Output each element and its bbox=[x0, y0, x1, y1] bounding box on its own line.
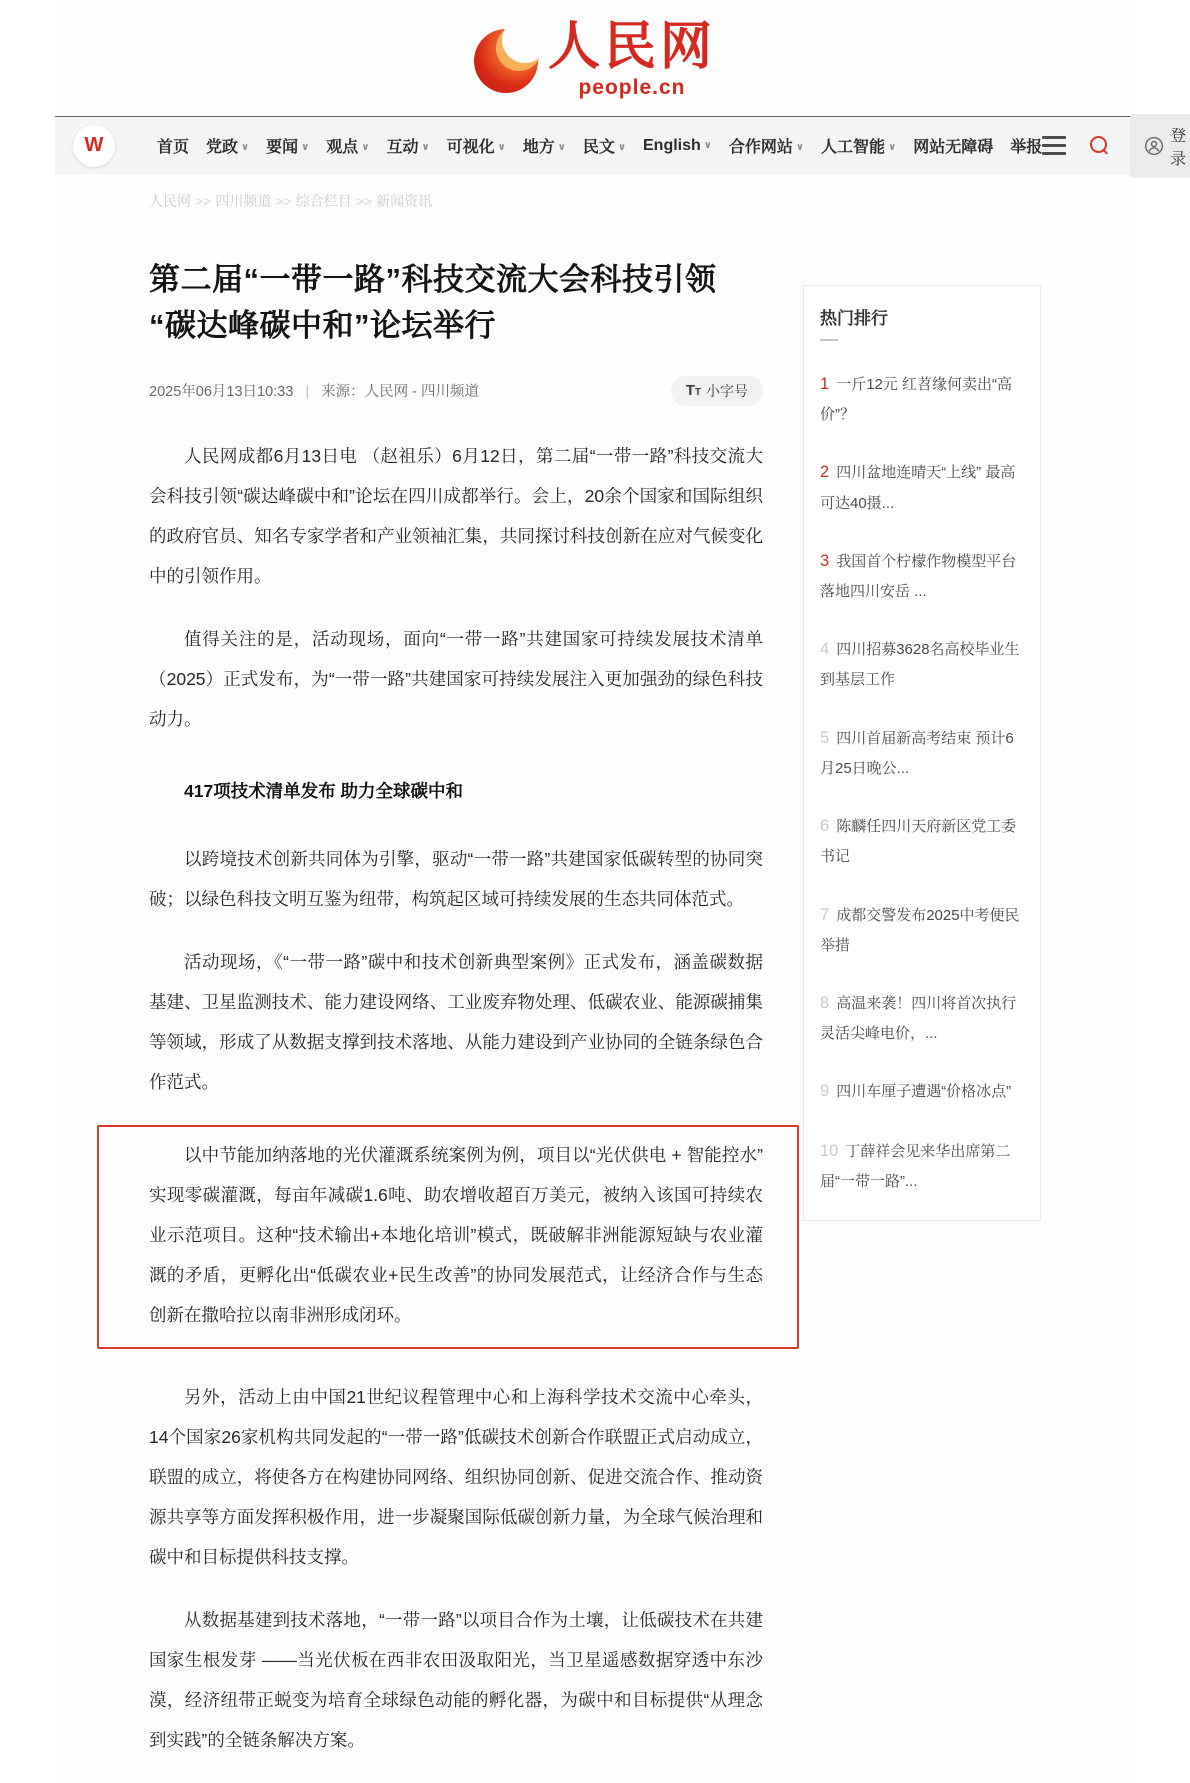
source-label: 来源： bbox=[321, 384, 365, 401]
article-meta bbox=[149, 376, 763, 406]
hot-item-title: 四川招募3628名高校毕业生到基层工作 bbox=[820, 641, 1020, 689]
rank-number: 5 bbox=[820, 728, 830, 747]
source-link[interactable]: 人民网 - 四川频道 bbox=[364, 384, 480, 401]
rank-number: 7 bbox=[820, 905, 830, 924]
nav-item-举报[interactable]: 举报 bbox=[1010, 139, 1043, 156]
breadcrumb-separator: >> bbox=[355, 193, 373, 209]
article-column bbox=[149, 211, 763, 1783]
font-size-label: 小字号 bbox=[706, 382, 748, 399]
logo-text-cn: 人民网 bbox=[547, 19, 716, 76]
nav-item-网站无障碍[interactable]: 网站无障碍 bbox=[913, 139, 994, 156]
article-body bbox=[149, 436, 763, 1760]
chevron-down-icon: ∨ bbox=[617, 142, 626, 153]
login-label: 登录 bbox=[1170, 127, 1187, 168]
hot-item-title: 丁薛祥会见来华出席第二届“一带一路”... bbox=[820, 1142, 1011, 1190]
article-date: 2025年06月13日10:33 bbox=[149, 384, 294, 401]
hamburger-menu-icon[interactable] bbox=[1042, 136, 1066, 155]
rank-number: 4 bbox=[820, 640, 830, 659]
hot-item-title: 成都交警发布2025中考便民举措 bbox=[820, 906, 1020, 954]
nav-item-要闻[interactable]: 要闻 ∨ bbox=[266, 139, 310, 156]
breadcrumb-link[interactable]: 综合栏目 bbox=[295, 193, 352, 209]
breadcrumb-link[interactable]: 新闻资讯 bbox=[376, 193, 433, 209]
search-icon[interactable] bbox=[1090, 136, 1106, 156]
article-paragraph: 以跨境技术创新共同体为引擎，驱动“一带一路”共建国家低碳转型的协同突破；以绿色科技文明互鉴为纽带，构筑起区域可持续发展的生态共同体范式。 bbox=[149, 848, 763, 909]
nav-item-English[interactable]: English ∨ bbox=[643, 136, 712, 154]
hot-ranking-title: 热门排行 bbox=[820, 309, 888, 328]
article-paragraph: 人民网成都6月13日电 （赵祖乐）6月12日，第二届“一带一路”科技交流大会科技引领“碳达峰碳中和”论坛在四川成都举行。会上，20余个国家和国际组织的政府官员、知名专家学者和产业领袖汇集，共同探讨科技创新在应对气候变化中的引领作用。 bbox=[149, 445, 763, 586]
nav-item-首页[interactable]: 首页 bbox=[157, 139, 190, 156]
article-subheading: 417项技术清单发布 助力全球碳中和 bbox=[184, 780, 464, 801]
hot-ranking-panel bbox=[803, 285, 1041, 1221]
article-paragraph: 活动现场，《“一带一路”碳中和技术创新典型案例》正式发布，涵盖碳数据基建、卫星监测技术、能力建设网络、工业废弃物处理、低碳农业、能源碳捕集等领域，形成了从数据支撑到技术落地、从能力建设到产业协同的全链条绿色合作范式。 bbox=[149, 951, 763, 1092]
breadcrumb-separator: >> bbox=[275, 193, 292, 209]
hot-item-title: 四川盆地连晴天“上线” 最高可达40摄... bbox=[820, 464, 1016, 512]
hot-list-item[interactable] bbox=[820, 810, 1024, 871]
hot-item-title: 我国首个柠檬作物模型平台落地四川安岳 ... bbox=[820, 552, 1017, 601]
breadcrumb bbox=[149, 191, 1041, 211]
article-paragraph: 以中节能加纳落地的光伏灌溉系统案例为例，项目以“光伏供电 + 智能控水”实现零碳灌溉，每亩年减碳1.6吨、助农增收超百万美元，被纳入该国可持续农业示范项目。这种“技术输出+本地化培训”模式，既破解非洲能源短缺与农业灌溉的矛盾，更孵化出“低碳农业+民生改善”的协同发展范式，让经济合作与生态创新在撒哈拉以南非洲形成闭环。 bbox=[149, 1144, 763, 1325]
hot-list-item[interactable] bbox=[820, 899, 1024, 960]
chevron-down-icon: ∨ bbox=[497, 142, 506, 153]
chevron-down-icon: ∨ bbox=[703, 139, 712, 151]
highlight-box bbox=[97, 1125, 799, 1349]
nav-item-观点[interactable]: 观点 ∨ bbox=[326, 139, 370, 156]
rank-number: 6 bbox=[820, 817, 830, 836]
rank-number: 8 bbox=[820, 993, 830, 1012]
rank-number: 10 bbox=[820, 1141, 839, 1160]
article-paragraph: 另外，活动上由中国21世纪议程管理中心和上海科学技术交流中心牵头，14个国家26家机构共同发起的“一带一路”低碳技术创新合作联盟正式启动成立，联盟的成立，将使各方在构建协同网络、组织协同创新、促进交流合作、推动资源共享等方面发挥积极作用，进一步凝聚国际低碳创新力量，为全球气候治理和碳中和目标提供科技支撑。 bbox=[149, 1386, 763, 1567]
logo-text-en: people.cn bbox=[578, 76, 686, 99]
hot-item-title: 高温来袭！四川将首次执行灵活尖峰电价，... bbox=[820, 994, 1017, 1043]
font-size-button[interactable] bbox=[671, 376, 763, 406]
breadcrumb-link[interactable]: 四川频道 bbox=[215, 193, 272, 209]
font-size-icon: TT bbox=[685, 382, 701, 400]
nav-item-地方[interactable]: 地方 ∨ bbox=[522, 139, 566, 156]
hot-item-title: 陈麟任四川天府新区党工委书记 bbox=[820, 818, 1017, 866]
nav-item-互动[interactable]: 互动 ∨ bbox=[386, 139, 430, 156]
rank-number: 2 bbox=[820, 463, 830, 482]
hot-list-item[interactable] bbox=[820, 633, 1024, 694]
article-title: 第二届“一带一路”科技交流大会科技引领“碳达峰碳中和”论坛举行 bbox=[149, 262, 717, 343]
article-paragraph: 从数据基建到技术落地，“一带一路”以项目合作为土壤，让低碳技术在共建国家生根发芽 ——当光伏板在西非农田汲取阳光，当卫星遥感数据穿透中东沙漠，经济纽带正蜕变为培育全球绿色动能的孵化器，为碳中和目标提供“从理念到实践”的全链条解决方案。 bbox=[149, 1609, 763, 1750]
top-navbar bbox=[55, 116, 1187, 174]
login-button[interactable] bbox=[1130, 114, 1190, 178]
hot-list-item[interactable] bbox=[820, 1135, 1024, 1196]
user-icon bbox=[1144, 136, 1164, 156]
meta-separator: | bbox=[305, 384, 310, 401]
chevron-down-icon: ∨ bbox=[361, 142, 370, 153]
hot-list-item[interactable] bbox=[820, 722, 1024, 783]
nav-item-民文[interactable]: 民文 ∨ bbox=[582, 139, 626, 156]
article-paragraph: 值得关注的是，活动现场，面向“一带一路”共建国家可持续发展技术清单（2025）正式发布，为“一带一路”共建国家可持续发展注入更加强劲的绿色科技动力。 bbox=[149, 628, 763, 729]
site-logo[interactable] bbox=[474, 19, 716, 100]
hot-item-title: 四川车厘子遭遇“价格冰点” bbox=[836, 1083, 1012, 1101]
breadcrumb-link[interactable]: 人民网 bbox=[149, 193, 191, 209]
hot-list-item[interactable] bbox=[820, 368, 1024, 429]
nav-item-合作网站[interactable]: 合作网站 ∨ bbox=[728, 139, 805, 156]
rank-number: 9 bbox=[820, 1082, 830, 1101]
chevron-down-icon: ∨ bbox=[301, 142, 310, 153]
hot-list bbox=[820, 368, 1024, 1196]
hot-list-item[interactable] bbox=[820, 1075, 1024, 1107]
hot-item-title: 一斤12元 红苕缘何卖出“高价”？ bbox=[820, 376, 1013, 424]
people-cn-logo-icon bbox=[474, 29, 538, 93]
nav-right-controls bbox=[1042, 114, 1190, 178]
chevron-down-icon: ∨ bbox=[557, 142, 566, 153]
nav-item-党政[interactable]: 党政 ∨ bbox=[206, 139, 250, 156]
nav-item-可视化[interactable]: 可视化 ∨ bbox=[446, 139, 506, 156]
chevron-down-icon: ∨ bbox=[795, 142, 805, 153]
hot-list-item[interactable] bbox=[820, 545, 1024, 606]
hot-title-underline bbox=[820, 339, 838, 341]
chevron-down-icon: ∨ bbox=[421, 142, 430, 153]
nav-menu bbox=[157, 134, 1042, 157]
hot-list-item[interactable] bbox=[820, 987, 1024, 1048]
nav-item-人工智能[interactable]: 人工智能 ∨ bbox=[821, 139, 897, 156]
site-header bbox=[55, 0, 1135, 116]
rank-number: 3 bbox=[820, 551, 830, 570]
w-badge-icon[interactable]: W bbox=[73, 125, 115, 167]
chevron-down-icon: ∨ bbox=[241, 142, 250, 153]
hot-list-item[interactable] bbox=[820, 456, 1024, 517]
chevron-down-icon: ∨ bbox=[888, 142, 897, 153]
hot-item-title: 四川首届新高考结束 预计6月25日晚公... bbox=[820, 729, 1014, 777]
breadcrumb-separator: >> bbox=[195, 193, 212, 209]
rank-number: 1 bbox=[820, 375, 830, 393]
